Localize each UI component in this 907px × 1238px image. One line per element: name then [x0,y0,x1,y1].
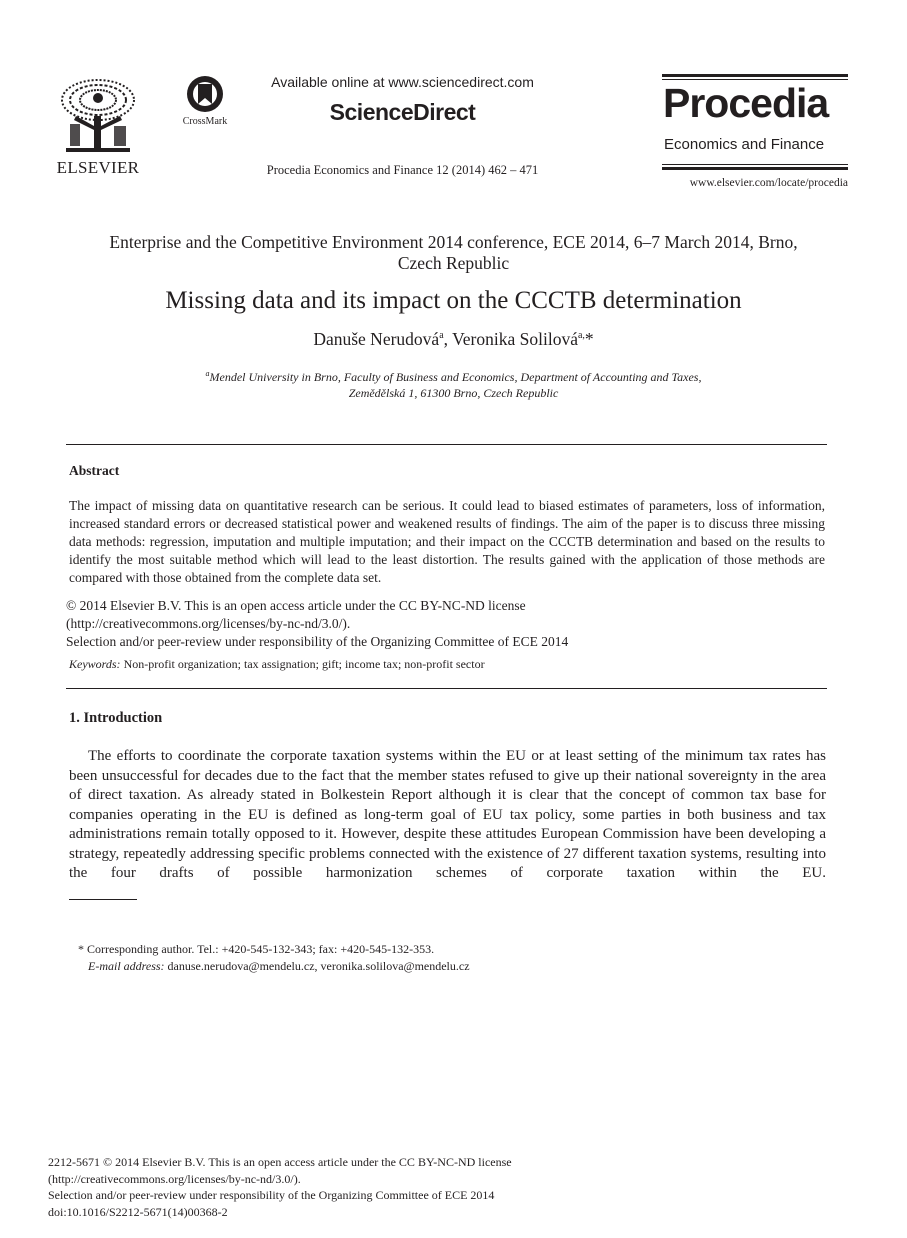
keywords-label: Keywords: [69,657,121,671]
email-line [78,958,778,975]
author-name: Danuše Nerudová [313,329,440,349]
corresponding-marker: * [584,329,594,349]
email-label: E-mail address: [88,958,165,973]
footnote [78,941,778,974]
sciencedirect-logo: ScienceDirect [329,99,476,125]
license-link[interactable]: (http://creativecommons.org/licenses/by-nc-nd/3.0/). [66,616,351,631]
elsevier-tree-icon [56,76,140,154]
affiliation-line-2: Zemědělská 1, 61300 Brno, Czech Republic [348,386,559,400]
email-addresses[interactable]: danuse.nerudova@mendelu.cz, veronika.solilova@mendelu.cz [164,958,470,973]
license-notice [66,597,826,651]
affiliation-text: Mendel University in Brno, Faculty of Business and Economics, Department of Accounting and Taxes, [209,370,702,384]
affiliation-marker: a [205,369,210,378]
footer-license-link[interactable]: (http://creativecommons.org/licenses/by-nc-nd/3.0/). [48,1171,301,1186]
journal-reference: Procedia Economics and Finance 12 (2014) 462 – 471 [266,163,539,177]
affiliation-marker: a [439,330,444,342]
procedia-name: Procedia [663,80,829,126]
conference-line [60,232,847,274]
procedia-subtitle: Economics and Finance [664,136,825,153]
affiliation [110,366,797,401]
paper-title: Missing data and its impact on the CCCTB determination [165,287,742,314]
section-heading: 1. Introduction [69,710,163,726]
author-name: Veronika Solilová [452,329,578,349]
keywords-list: Non-profit organization; tax assignation; gift; income tax; non-profit sector [120,657,485,671]
affiliation-marker: a, [577,330,585,342]
issn-copyright: 2212-5671 © 2014 Elsevier B.V. This is an open access article under the CC BY-NC-ND license [48,1155,512,1169]
abstract-text: The impact of missing data on quantitative research can be serious. It could lead to biased estimates of parameters, loss of information, increased standard errors or decreased statistical power and weakened results of findings. The aim of the paper is to discuss three missing data methods: regression, imputation and multiple imputation; and their impact on the CCCTB determination and based on the results to identify the most suitable method which will lead to the least distortion. The results gained with the application of those methods are compared with those obtained from the complete data set. [69,498,825,585]
section-body: The efforts to coordinate the corporate taxation systems within the EU or at least setting of the minimum tax rates has been unsuccessful for decades due to the fact that the member states refused to give up their national sovereignty in the area of direct taxation. As already stated in Bolkestein Report although it is clear that the concept of common tax base for companies operating in the EU is defined as long-term goal of EU tax policy, some parties in both business and tax administrations remain totally opposed to it. However, despite these attitudes European Commission have been developing a strategy, repeatedly addressing specific problems connected with the existence of 27 different taxation systems, resulting into the four drafts of possible harmonization schemes of corporate taxation within the EU. [69,748,826,881]
crossmark-label: CrossMark [182,116,228,127]
procedia-url-link[interactable]: www.elsevier.com/locate/procedia [689,177,848,189]
affiliation-line-1 [110,366,797,385]
copyright-footer [48,1154,808,1220]
footnote-rule [69,899,137,900]
keywords [69,657,829,672]
elsevier-wordmark: ELSEVIER [56,158,140,177]
footer-peer-review: Selection and/or peer-review under responsibility of the Organizing Committee of ECE 2014 [48,1188,495,1202]
available-online-text: Available online at www.sciencedirect.com [271,74,534,90]
abstract-heading: Abstract [69,463,120,478]
doi[interactable]: doi:10.1016/S2212-5671(14)00368-2 [48,1204,228,1219]
procedia-top-rule [662,74,848,77]
elsevier-logo [52,76,144,176]
procedia-bottom-rule [662,167,848,170]
procedia-bottom-thin-rule [662,164,848,165]
license-line: © 2014 Elsevier B.V. This is an open access article under the CC BY-NC-ND license [66,598,526,613]
corresponding-author: * Corresponding author. Tel.: +420-545-132-343; fax: +420-545-132-353. [78,942,435,956]
divider [66,444,827,445]
divider [66,688,827,689]
conference-line-2: Czech Republic [397,253,510,273]
peer-review-line: Selection and/or peer-review under responsibility of the Organizing Committee of ECE 2014 [66,634,569,649]
author-list [60,329,847,350]
procedia-logo [662,74,848,192]
author-separator: , [443,329,453,349]
conference-line-1: Enterprise and the Competitive Environment 2014 conference, ECE 2014, 6–7 March 2014, Brno, [109,232,798,252]
